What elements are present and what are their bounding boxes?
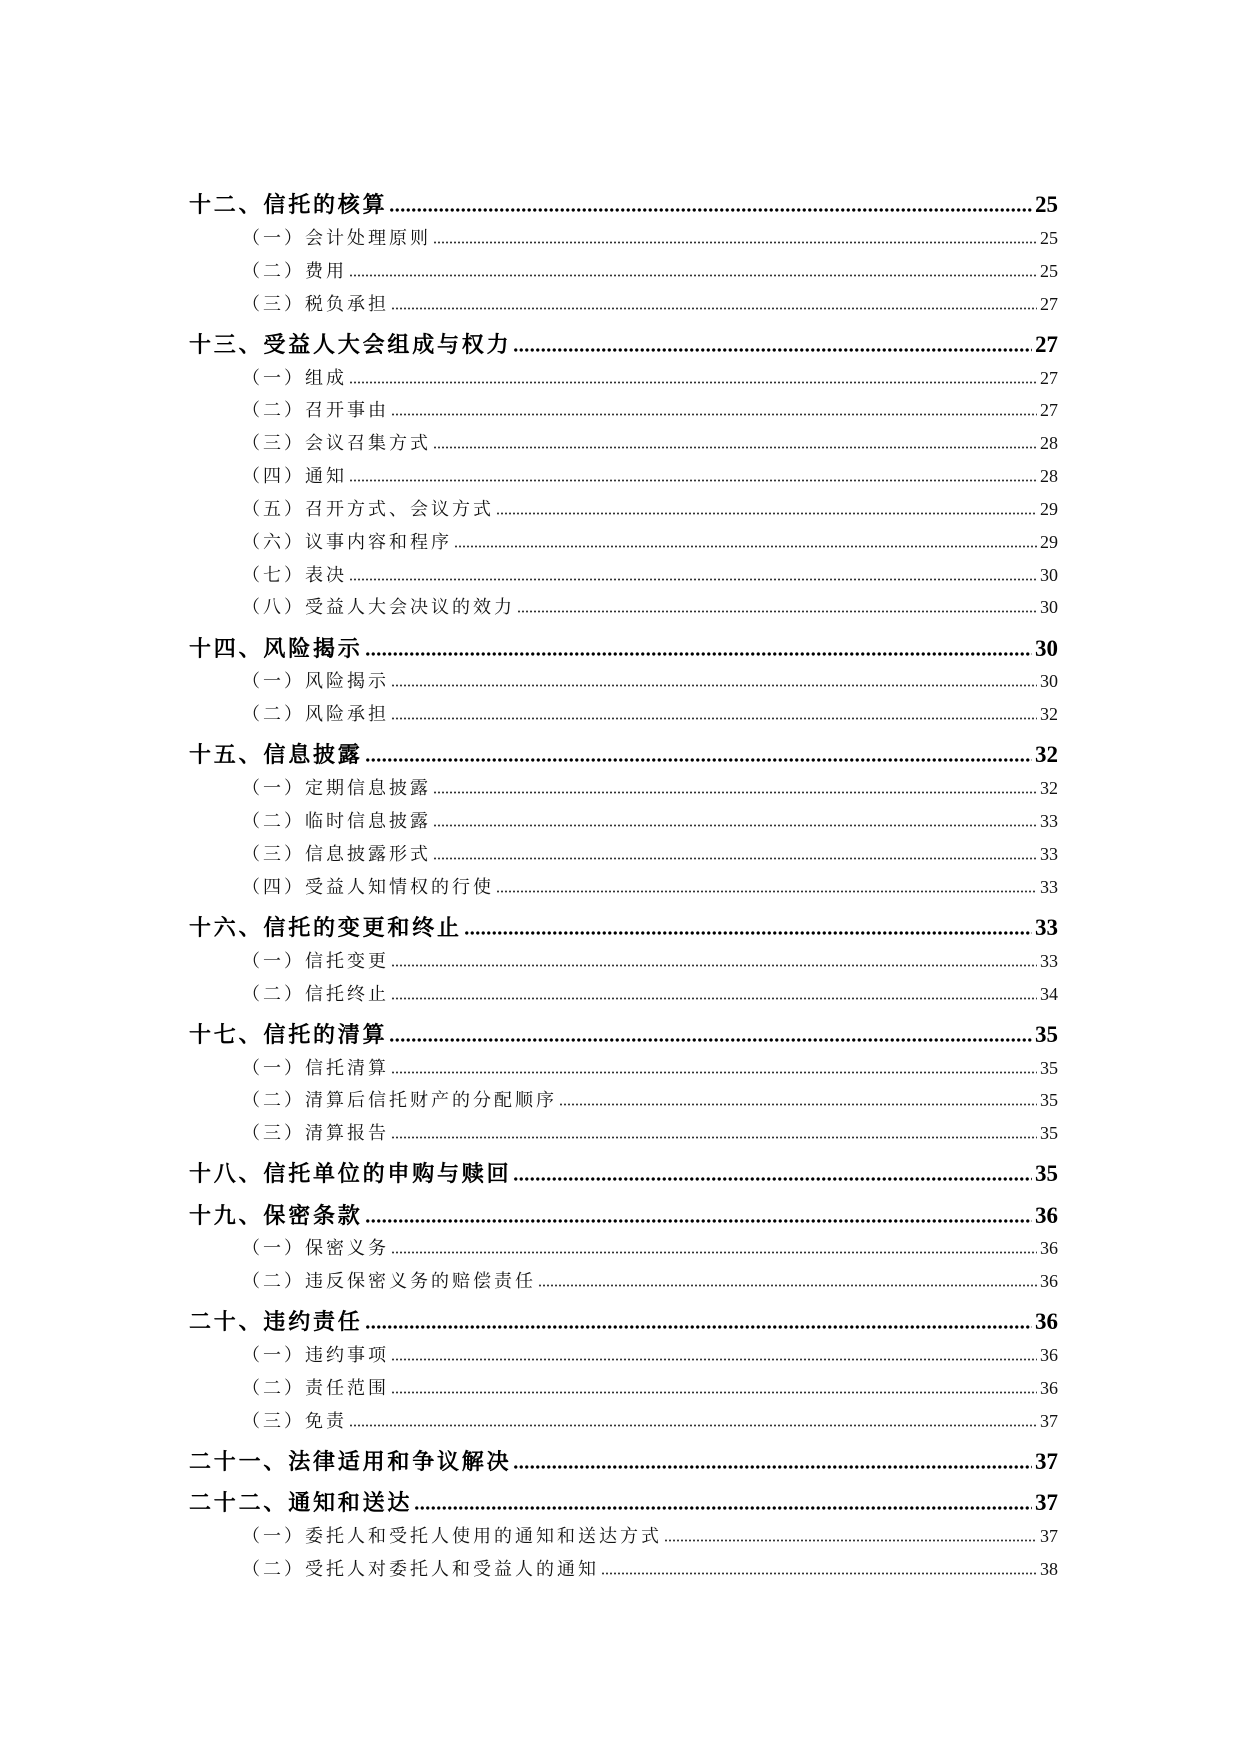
- toc-page-number: 30: [1035, 635, 1058, 661]
- toc-subsection: [189, 493, 1058, 526]
- toc-subsection: [189, 978, 1058, 1011]
- toc-subsection-title: （一）组成: [242, 367, 347, 389]
- dot-leader: [391, 997, 1037, 1000]
- dot-leader: [349, 578, 1037, 581]
- dot-leader: [664, 1539, 1037, 1542]
- toc-page-number: 30: [1040, 671, 1058, 692]
- toc-section-heading: [189, 633, 1058, 666]
- toc-page-number: 35: [1040, 1057, 1058, 1078]
- toc-subsection: [189, 1265, 1058, 1298]
- toc-page-number: 38: [1040, 1558, 1058, 1579]
- toc-subsection-title: （二）风险承担: [242, 704, 389, 726]
- toc-subsection-title: （四）通知: [242, 466, 347, 488]
- toc-section-title: 十三、受益人大会组成与权力: [189, 331, 512, 358]
- toc-subsection: [189, 1052, 1058, 1085]
- toc-subsection: [189, 559, 1058, 592]
- dot-leader: [349, 274, 1037, 277]
- toc-subsection-title: （一）风险揭示: [242, 671, 389, 693]
- toc-section-heading: [189, 1019, 1058, 1052]
- dot-leader: [365, 1219, 1032, 1223]
- toc-subsection: [189, 945, 1058, 978]
- table-of-contents: [189, 189, 1058, 1586]
- toc-section-title: 十四、风险揭示: [189, 635, 363, 662]
- dot-leader: [365, 1325, 1032, 1329]
- toc-subsection: [189, 362, 1058, 395]
- dot-leader: [391, 717, 1037, 720]
- toc-subsection-title: （二）违反保密义务的赔偿责任: [242, 1271, 536, 1293]
- dot-leader: [391, 1136, 1037, 1139]
- toc-section-heading: [189, 189, 1058, 222]
- toc-subsection: [189, 1553, 1058, 1586]
- dot-leader: [433, 857, 1037, 860]
- toc-page-number: 33: [1035, 914, 1058, 940]
- toc-section-title: 十二、信托的核算: [189, 192, 388, 218]
- toc-subsection: [189, 222, 1058, 255]
- toc-subsection-title: （八）受益人大会决议的效力: [242, 597, 515, 619]
- dot-leader: [433, 824, 1037, 827]
- toc-subsection-title: （一）会计处理原则: [242, 227, 431, 249]
- toc-page-number: 29: [1040, 531, 1058, 552]
- toc-page-number: 27: [1040, 293, 1058, 314]
- toc-subsection-title: （五）召开方式、会议方式: [242, 498, 494, 520]
- toc-page-number: 37: [1040, 1410, 1058, 1431]
- dot-leader: [391, 964, 1037, 967]
- toc-subsection: [189, 805, 1058, 838]
- toc-subsection-title: （二）费用: [242, 260, 347, 282]
- toc-subsection-title: （一）委托人和受托人使用的通知和送达方式: [242, 1526, 662, 1548]
- toc-subsection: [189, 698, 1058, 731]
- toc-section-title: 二十二、通知和送达: [189, 1490, 413, 1517]
- toc-subsection: [189, 288, 1058, 321]
- toc-page-number: 33: [1040, 876, 1058, 897]
- toc-section-title: 二十、违约责任: [189, 1309, 363, 1336]
- toc-page-number: 35: [1040, 1090, 1058, 1111]
- toc-subsection: [189, 1339, 1058, 1372]
- toc-subsection: [189, 255, 1058, 288]
- toc-section-title: 十九、保密条款: [189, 1202, 363, 1229]
- toc-page-number: 36: [1040, 1271, 1058, 1292]
- toc-page-number: 35: [1040, 1123, 1058, 1144]
- dot-leader: [538, 1284, 1037, 1287]
- toc-section-title: 十六、信托的变更和终止: [189, 914, 462, 941]
- toc-page-number: 33: [1040, 843, 1058, 864]
- toc-page-number: 36: [1040, 1238, 1058, 1259]
- toc-subsection-title: （三）清算报告: [242, 1123, 389, 1145]
- dot-leader: [391, 1358, 1037, 1361]
- dot-leader: [391, 1251, 1037, 1254]
- dot-leader: [389, 1038, 1032, 1042]
- toc-page-number: 33: [1040, 811, 1058, 832]
- toc-subsection: [189, 1520, 1058, 1553]
- dot-leader: [496, 890, 1037, 893]
- toc-subsection: [189, 394, 1058, 427]
- toc-subsection-title: （六）议事内容和程序: [242, 531, 452, 553]
- dot-leader: [391, 1391, 1037, 1394]
- toc-page-number: 35: [1035, 1021, 1058, 1047]
- toc-section-heading: [189, 739, 1058, 772]
- toc-page-number: 36: [1035, 1202, 1058, 1228]
- toc-subsection-title: （一）信托清算: [242, 1057, 389, 1079]
- toc-subsection: [189, 1084, 1058, 1117]
- dot-leader: [559, 1103, 1037, 1106]
- dot-leader: [433, 446, 1037, 449]
- toc-page-number: 27: [1035, 331, 1058, 357]
- toc-page-number: 34: [1040, 983, 1058, 1004]
- toc-section-heading: [189, 912, 1058, 945]
- toc-section-heading: [189, 1200, 1058, 1233]
- toc-page-number: 25: [1040, 260, 1058, 281]
- toc-page-number: 33: [1040, 950, 1058, 971]
- dot-leader: [391, 1071, 1037, 1074]
- toc-subsection-title: （一）违约事项: [242, 1345, 389, 1367]
- toc-page-number: 32: [1035, 742, 1058, 768]
- dot-leader: [365, 652, 1032, 656]
- dot-leader: [433, 791, 1037, 794]
- toc-page-number: 27: [1040, 367, 1058, 388]
- toc-section-heading: [189, 1158, 1058, 1191]
- toc-page-number: 25: [1040, 227, 1058, 248]
- toc-subsection: [189, 665, 1058, 698]
- toc-subsection-title: （七）表决: [242, 564, 347, 586]
- toc-section-heading: [189, 1487, 1058, 1520]
- dot-leader: [365, 758, 1032, 762]
- dot-leader: [464, 931, 1032, 935]
- toc-subsection-title: （一）定期信息披露: [242, 778, 431, 800]
- dot-leader: [389, 208, 1032, 212]
- toc-section-title: 十五、信息披露: [189, 742, 363, 769]
- dot-leader: [433, 241, 1037, 244]
- toc-page-number: 27: [1040, 400, 1058, 421]
- toc-subsection-title: （二）召开事由: [242, 400, 389, 422]
- dot-leader: [349, 479, 1037, 482]
- dot-leader: [391, 307, 1037, 310]
- toc-subsection: [189, 838, 1058, 871]
- toc-page-number: 36: [1035, 1309, 1058, 1335]
- toc-subsection-title: （二）信托终止: [242, 983, 389, 1005]
- dot-leader: [496, 512, 1037, 515]
- dot-leader: [349, 381, 1037, 384]
- toc-page-number: 37: [1035, 1490, 1058, 1516]
- dot-leader: [601, 1572, 1037, 1575]
- toc-subsection: [189, 1232, 1058, 1265]
- toc-page-number: 30: [1040, 564, 1058, 585]
- toc-subsection-title: （三）会议召集方式: [242, 433, 431, 455]
- toc-subsection: [189, 526, 1058, 559]
- toc-subsection-title: （二）受托人对委托人和受益人的通知: [242, 1558, 599, 1580]
- toc-subsection-title: （三）免责: [242, 1410, 347, 1432]
- dot-leader: [517, 610, 1037, 613]
- toc-page-number: 28: [1040, 433, 1058, 454]
- toc-page-number: 25: [1035, 192, 1058, 217]
- toc-section-title: 十八、信托单位的申购与赎回: [189, 1161, 512, 1188]
- toc-page-number: 36: [1040, 1345, 1058, 1366]
- toc-subsection-title: （三）税负承担: [242, 293, 389, 315]
- toc-page-number: 37: [1035, 1449, 1058, 1475]
- dot-leader: [513, 348, 1032, 352]
- toc-subsection: [189, 1372, 1058, 1405]
- toc-page-number: 36: [1040, 1378, 1058, 1399]
- toc-subsection-title: （二）临时信息披露: [242, 811, 431, 833]
- toc-page-number: 32: [1040, 704, 1058, 725]
- toc-subsection: [189, 871, 1058, 904]
- toc-subsection: [189, 772, 1058, 805]
- dot-leader: [391, 413, 1037, 416]
- toc-section-heading: [189, 1306, 1058, 1339]
- toc-page-number: 37: [1040, 1526, 1058, 1547]
- toc-page-number: 35: [1035, 1161, 1058, 1187]
- toc-page-number: 29: [1040, 498, 1058, 519]
- toc-section-title: 十七、信托的清算: [189, 1021, 388, 1048]
- toc-subsection: [189, 1405, 1058, 1438]
- dot-leader: [513, 1465, 1032, 1469]
- toc-subsection-title: （二）责任范围: [242, 1378, 389, 1400]
- toc-subsection-title: （三）信息披露形式: [242, 843, 431, 865]
- dot-leader: [349, 1424, 1037, 1427]
- toc-subsection-title: （一）保密义务: [242, 1238, 389, 1260]
- toc-section-heading: [189, 1446, 1058, 1479]
- toc-section-heading: [189, 329, 1058, 362]
- dot-leader: [454, 545, 1037, 548]
- toc-subsection-title: （一）信托变更: [242, 950, 389, 972]
- toc-subsection: [189, 591, 1058, 624]
- toc-subsection: [189, 1117, 1058, 1150]
- toc-page-number: 32: [1040, 778, 1058, 799]
- toc-subsection-title: （四）受益人知情权的行使: [242, 876, 494, 898]
- dot-leader: [513, 1177, 1032, 1181]
- dot-leader: [391, 684, 1037, 687]
- toc-section-title: 二十一、法律适用和争议解决: [189, 1449, 512, 1476]
- toc-subsection-title: （二）清算后信托财产的分配顺序: [242, 1090, 557, 1112]
- toc-page-number: 28: [1040, 466, 1058, 487]
- toc-subsection: [189, 427, 1058, 460]
- toc-page-number: 30: [1040, 597, 1058, 618]
- dot-leader: [414, 1506, 1032, 1510]
- toc-subsection: [189, 460, 1058, 493]
